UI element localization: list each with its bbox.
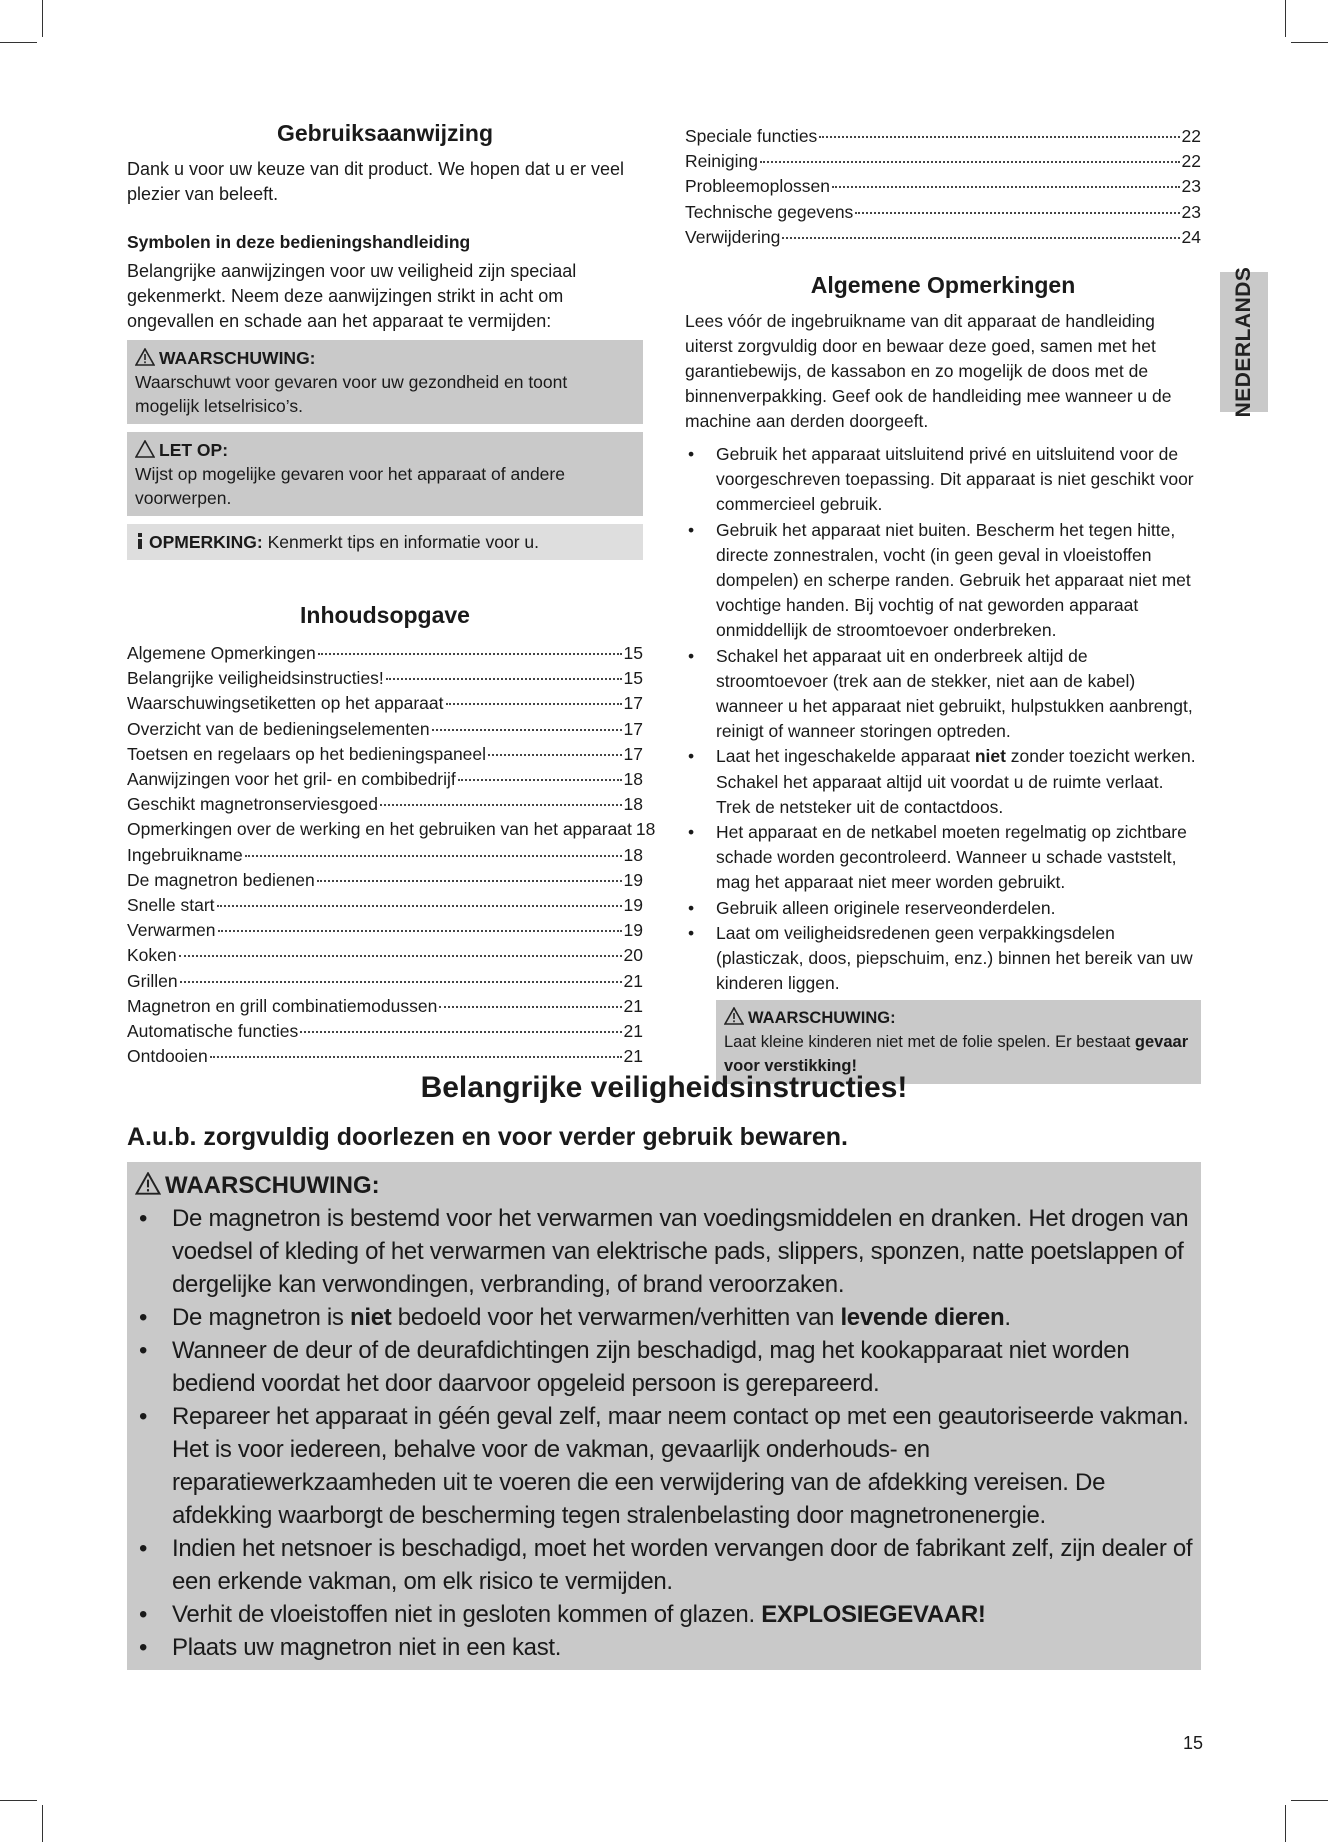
safety-warning-label: WAARSCHUWING: — [165, 1172, 380, 1199]
list-item: • Gebruik alleen originele reserveonderdelen. — [685, 896, 1201, 921]
safety-warning-box — [127, 1162, 1201, 1670]
warning-box — [127, 340, 643, 424]
caution-box — [127, 432, 643, 516]
toc-leader — [819, 136, 1179, 138]
toc-entry-page: 20 — [623, 945, 643, 966]
toc-leader — [300, 1031, 621, 1033]
toc-entry — [685, 149, 1201, 174]
toc-leader — [446, 703, 622, 705]
toc-entry-page: 21 — [623, 970, 643, 991]
toc-entry-title: Verwarmen — [127, 920, 216, 941]
text-span: De magnetron is — [172, 1304, 350, 1331]
list-item: • Het apparaat en de netkabel moeten regelmatig op zichtbare schade worden gecontroleerd. Wanneer u schade vaststelt, mag het apparaat niet meer worden gebruikt. — [685, 820, 1201, 896]
toc-entry-title: Geschikt magnetronserviesgoed — [127, 794, 378, 815]
crop-mark — [1291, 42, 1328, 43]
toc-entry-title: Automatische functies — [127, 1021, 299, 1042]
toc-leader — [217, 905, 622, 907]
toc-leader — [855, 212, 1179, 214]
page-title: Gebruiksaanwijzing — [277, 120, 493, 146]
warning-text: Waarschuwt voor gevaren voor uw gezondheid en toont mogelijk letselrisico’s. — [135, 372, 568, 416]
toc-entry-title: Speciale functies — [685, 126, 818, 146]
toc-entry — [127, 1044, 643, 1069]
toc-entry-page: 21 — [623, 995, 643, 1016]
intro-text: Dank u voor uw keuze van dit product. We hopen dat u er veel plezier van beleeft. — [127, 159, 624, 204]
bold-span: levende dieren — [840, 1304, 1005, 1331]
toc-entry-page: 21 — [623, 1021, 643, 1042]
toc-entry — [127, 843, 643, 868]
toc-entry — [127, 717, 643, 742]
toc-title: Inhoudsopgave — [300, 602, 470, 628]
toc-entry-title: Snelle start — [127, 895, 215, 916]
list-item: • Gebruik het apparaat niet buiten. Bescherm het tegen hitte, directe zonnestralen, vocht (in geen geval in vloeistoffen dompelen) en scherpe randen. Gebruik het apparaat niet met vochtige handen. Bij vochtig of nat geworden apparaat onmiddellijk de stroomtoevoer onderbreken. — [685, 518, 1201, 644]
toc-entry-page: 18 — [623, 844, 643, 865]
toc-entry — [685, 124, 1201, 149]
toc-entry-page: 23 — [1181, 201, 1201, 222]
caution-label: LET OP: — [159, 440, 229, 460]
toc-leader — [179, 955, 622, 957]
toc-entry — [127, 641, 643, 666]
toc-leader — [832, 186, 1180, 188]
toc-leader — [432, 729, 622, 731]
toc-entry — [127, 943, 643, 968]
toc-leader — [180, 981, 622, 983]
note-box — [127, 524, 643, 560]
left-column — [127, 120, 656, 1069]
crop-mark — [42, 1805, 43, 1842]
toc-entry-page: 21 — [623, 1046, 643, 1067]
toc-entry — [127, 994, 643, 1019]
list-item — [135, 1301, 1193, 1334]
warning-icon — [135, 1172, 161, 1195]
warning-label: WAARSCHUWING: — [159, 348, 316, 368]
toc-entry-title: Toetsen en regelaars op het bedieningspaneel — [127, 743, 487, 764]
text-span: bedoeld voor het verwarmen/verhitten van — [391, 1304, 841, 1331]
crop-mark — [1285, 1805, 1286, 1842]
toc-leader — [439, 1006, 621, 1008]
toc-entry-title: Ontdooien — [127, 1046, 208, 1067]
toc-entry — [685, 174, 1201, 199]
toc-leader — [380, 804, 622, 806]
toc-entry-title: Overzicht van de bedieningselementen — [127, 718, 430, 739]
toc-leader — [318, 653, 622, 655]
text-span: zonder toezicht werken. Schakel het apparaat altijd uit voordat u de ruimte verlaat. Trek de netsteker uit de contactdoos. — [716, 746, 1196, 817]
toc-entry — [127, 969, 643, 994]
bold-span: niet — [974, 746, 1006, 767]
toc-entry-page: 19 — [623, 895, 643, 916]
list-item: • Laat om veiligheidsredenen geen verpakkingsdelen (plasticzak, doos, piepschuim, enz.) binnen het bereik van uw kinderen liggen. — [685, 921, 1201, 997]
list-item: • De magnetron is bestemd voor het verwarmen van voedingsmiddelen en dranken. Het drogen van voedsel of kleding of het verwarmen van elektrische pads, slippers, sponzen, natte poetslappen of dergelijke kan verwondingen, verbranding, of brand veroorzaken. — [135, 1202, 1193, 1301]
toc-entry-title: De magnetron bedienen — [127, 869, 315, 890]
language-tab-label: NEDERLANDS — [1232, 266, 1255, 418]
toc-leader — [245, 855, 622, 857]
toc-entry — [127, 691, 643, 716]
toc-entry — [127, 666, 643, 691]
toc-leader — [210, 1056, 622, 1058]
toc-leader — [386, 678, 622, 680]
list-item: • Repareer het apparaat in géén geval zelf, maar neem contact op met een geautoriseerde vakman. Het is voor iedereen, behalve voor de vakman, gevaarlijk onderhouds- en reparatiewerkzaamheden uit te voeren die een verwijdering van de afdekking vereisen. De afdekking waarborgt de bescherming tegen stralenbelasting door magnetronenergie. — [135, 1400, 1193, 1532]
crop-mark — [1285, 0, 1286, 37]
toc-entry — [127, 817, 656, 842]
general-title: Algemene Opmerkingen — [810, 272, 1076, 299]
general-bullets — [685, 442, 1201, 996]
toc-entry-page: 19 — [623, 869, 643, 890]
info-icon — [135, 532, 145, 550]
note-text: Kenmerkt tips en informatie voor u. — [262, 532, 539, 552]
toc-leader — [782, 237, 1179, 239]
toc-entry-page: 17 — [623, 743, 643, 764]
toc-entry-page: 19 — [623, 920, 643, 941]
symbols-heading: Symbolen in deze bedieningshandleiding — [127, 232, 471, 252]
bold-span: EXPLOSIEGEVAAR! — [761, 1601, 986, 1628]
safety-subtitle: A.u.b. zorgvuldig doorlezen en voor verder gebruik bewaren. — [127, 1123, 848, 1151]
toc-entry-page: 17 — [623, 718, 643, 739]
warning-icon — [724, 1007, 744, 1025]
note-label: OPMERKING: — [149, 532, 263, 552]
crop-mark — [42, 0, 43, 37]
warning-icon — [135, 348, 155, 366]
toc-leader — [488, 754, 622, 756]
toc-entry — [685, 225, 1201, 250]
toc-entry-page: 24 — [1181, 226, 1201, 247]
toc-entry — [127, 893, 643, 918]
caution-text: Wijst op mogelijke gevaren voor het apparaat of andere voorwerpen. — [135, 464, 565, 508]
toc-entry-page: 18 — [623, 769, 643, 790]
text-span: Verhit de vloeistoffen niet in gesloten kommen of glazen. — [172, 1601, 762, 1628]
toc-entry-page: 17 — [623, 693, 643, 714]
symbols-text: Belangrijke aanwijzingen voor uw veiligheid zijn speciaal gekenmerkt. Neem deze aanwijzingen strikt in acht om ongevallen en schade aan het apparaat te vermijden: — [127, 261, 577, 331]
toc-entry — [127, 868, 643, 893]
safety-title: Belangrijke veiligheidsinstructies! — [420, 1071, 908, 1104]
general-text: Lees vóór de ingebruikname van dit apparaat de handleiding uiterst zorgvuldig door en bewaar deze goed, samen met het garantiebewijs, de kassabon en zo mogelijk de doos met de binnenverpakking. Geef ook de handleiding mee wanneer u de machine aan derden doorgeeft. — [685, 311, 1172, 432]
toc-entry-title: Verwijdering — [685, 226, 781, 247]
toc-entry-page: 15 — [623, 668, 643, 689]
toc-entry-page: 22 — [1181, 151, 1201, 172]
toc-entry-title: Technische gegevens — [685, 201, 854, 222]
toc-entry-title: Magnetron en grill combinatiemodussen — [127, 995, 438, 1016]
toc-entry-title: Probleemoplossen — [685, 176, 830, 197]
toc-leader — [317, 880, 622, 882]
bold-span: niet — [349, 1304, 392, 1331]
toc-entry-page: 18 — [635, 819, 656, 840]
toc-entry — [127, 918, 643, 943]
list-item: • Schakel het apparaat uit en onderbreek altijd de stroomtoevoer (trek aan de stekker, niet aan de kabel) wanneer u het apparaat niet gebruikt, hulpstukken aanbrengt, reinigt of wanneer storingen optreden. — [685, 644, 1201, 745]
toc-entry-title: Koken — [127, 945, 177, 966]
toc-list — [127, 641, 656, 1069]
warning-bold: gevaar voor verstikking! — [724, 1033, 1189, 1076]
crop-mark — [1291, 1800, 1328, 1801]
list-item — [135, 1598, 1193, 1631]
crop-mark — [0, 42, 37, 43]
list-item: • Gebruik het apparaat uitsluitend privé en uitsluitend voor de voorgeschreven toepassing. Dit apparaat is niet geschikt voor commercieel gebruik. — [685, 442, 1201, 518]
caution-icon — [135, 440, 155, 458]
toc-leader — [760, 161, 1180, 163]
text-span: . — [1004, 1304, 1011, 1331]
toc-entry-title: Opmerkingen over de werking en het gebruiken van het apparaat — [127, 819, 632, 840]
toc-entry — [127, 792, 643, 817]
warning-label: WAARSCHUWING: — [748, 1009, 896, 1028]
toc-entry-title: Ingebruikname — [127, 844, 243, 865]
toc-entry-page: 18 — [623, 794, 643, 815]
safety-section — [127, 1068, 1201, 1670]
toc-entry-title: Waarschuwingsetiketten op het apparaat — [127, 693, 444, 714]
toc-entry-title: Grillen — [127, 970, 178, 991]
toc-entry-page: 22 — [1181, 126, 1201, 146]
toc-leader — [218, 930, 622, 932]
toc-entry — [127, 742, 643, 767]
list-item — [685, 744, 1201, 820]
warning-text: Laat kleine kinderen niet met de folie spelen. Er bestaat — [724, 1033, 1135, 1052]
toc-list-continued — [685, 124, 1201, 250]
list-item: • Wanneer de deur of de deurafdichtingen zijn beschadigd, mag het kookapparaat niet worden bediend voordat het door daarvoor opgeleid persoon is gerepareerd. — [135, 1334, 1193, 1400]
toc-entry-title: Belangrijke veiligheidsinstructies! — [127, 668, 384, 689]
text-span: Laat het ingeschakelde apparaat — [716, 746, 975, 767]
toc-entry-title: Algemene Opmerkingen — [127, 643, 316, 663]
toc-leader — [458, 779, 622, 781]
language-tab — [1220, 266, 1268, 418]
safety-list — [135, 1202, 1193, 1664]
toc-entry-title: Aanwijzingen voor het gril- en combibedrijf — [127, 769, 456, 790]
toc-entry — [127, 767, 643, 792]
list-item: • Plaats uw magnetron niet in een kast. — [135, 1631, 1193, 1664]
list-item: • Indien het netsnoer is beschadigd, moet het worden vervangen door de fabrikant zelf, zijn dealer of een erkende vakman, om elk risico te vermijden. — [135, 1532, 1193, 1598]
crop-mark — [0, 1800, 37, 1801]
right-column — [685, 124, 1201, 1084]
toc-entry — [127, 1019, 643, 1044]
toc-entry-page: 23 — [1181, 176, 1201, 197]
page-number: 15 — [1183, 1733, 1204, 1753]
toc-entry — [685, 200, 1201, 225]
toc-entry-title: Reiniging — [685, 151, 758, 172]
toc-entry-page: 15 — [623, 643, 643, 663]
